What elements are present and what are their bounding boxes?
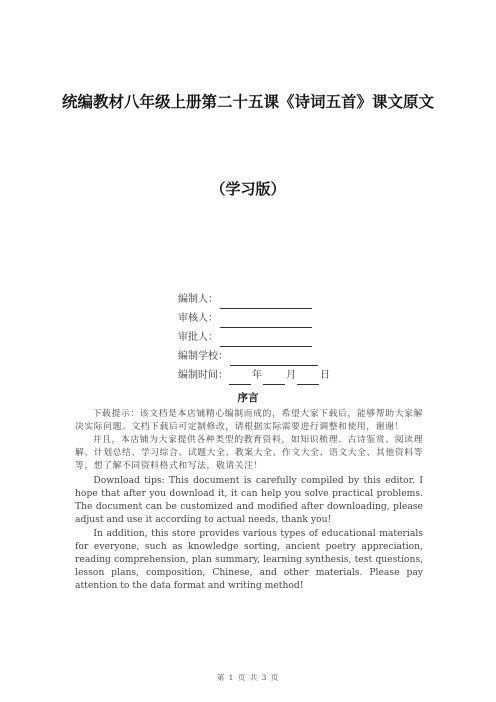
document-subtitle: （学习版） [210,180,286,198]
year-blank-line [229,372,251,385]
reviewer-label: 审核人： [178,313,218,324]
month-label: 月 [286,370,296,381]
preface-paragraph: In addition, this store provides various types of educational materials for everyone, such as knowledge sorting, ancient poetry appreciation, reading comprehension, plan summary, learning synthesis, test questions, lesson plans, composition, Chinese, and other materials. Please pay attention to the data format and writing method! [75,528,423,591]
document-fields [178,290,330,385]
year-label: 年 [252,370,262,381]
compiler-label: 编制人： [178,294,218,305]
month-blank-line [263,372,285,385]
day-label: 日 [320,370,330,381]
school-label: 编制学校： [178,351,228,362]
reviewer-blank-line [220,315,312,328]
preface-paragraph: 下载提示：该文档是本店铺精心编制而成的，希望大家下载后，能够帮助大家解决实际问题。文档下载后可定制修改，请根据实际需要进行调整和使用，谢谢！ [75,409,423,432]
approver-blank-line [220,334,312,347]
page-footer: 第 1 页 共 3 页 [216,673,280,682]
preface-body [75,408,423,592]
school-field [178,347,330,366]
approver-label: 审批人： [178,332,218,343]
compiler-field [178,290,330,309]
school-blank-line [230,353,318,366]
document-title: 统编教材八年级上册第二十五课《诗词五首》课文原文 [61,92,434,111]
day-blank-line [297,372,319,385]
time-label: 编制时间： [178,370,228,381]
approver-field [178,328,330,347]
time-field [178,366,330,385]
preface-paragraph: Download tips: This document is carefully compiled by this editor. I hope that after you download it, it can help you solve practical problems. The document can be customized and modified after downloading, please adjust and use it according to actual needs, thank you! [75,475,423,525]
compiler-blank-line [220,296,312,309]
preface-title: 序言 [237,392,259,404]
preface-paragraph: 并且，本店铺为大家提供各种类型的教育资料，如知识梳理、古诗鉴赏、阅读理解、计划总结、学习综合、试题大全、教案大全、作文大全、语文大全、其他资料等等，想了解不同资料格式和写法，敬请关注！ [75,435,423,471]
reviewer-field [178,309,330,328]
